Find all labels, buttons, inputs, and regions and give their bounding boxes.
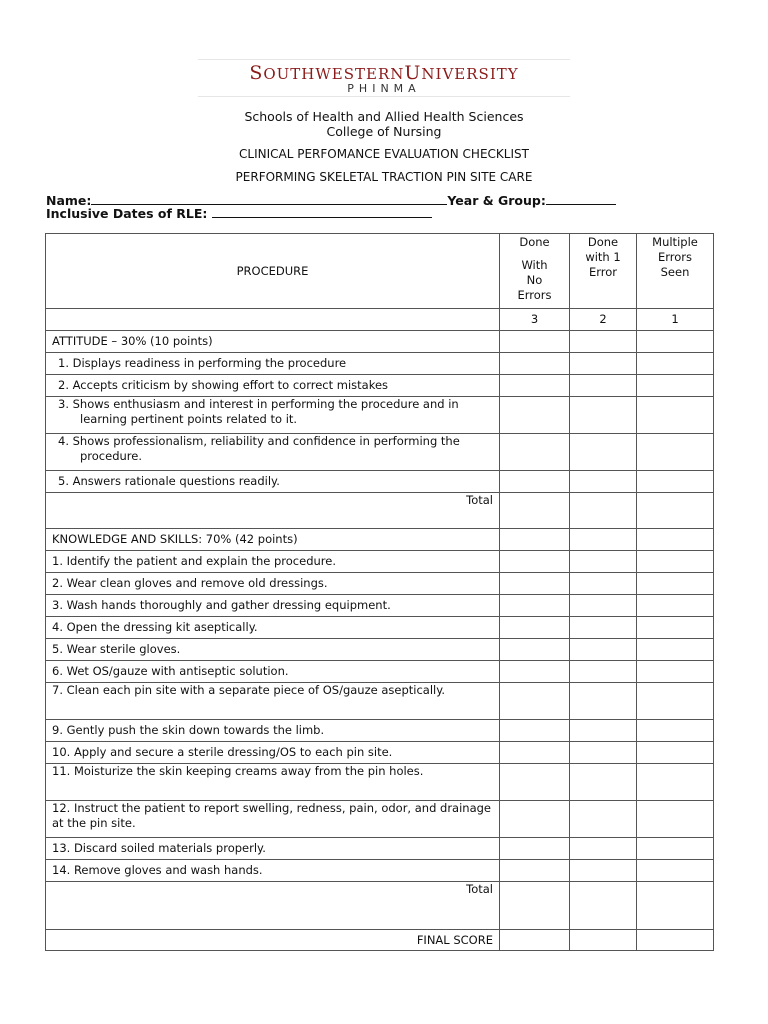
header-row: [46, 234, 714, 309]
year-group-blank[interactable]: [546, 193, 616, 205]
total-row: [46, 882, 714, 930]
knowledge-total-label: Total: [46, 882, 500, 930]
col2-line2: with 1: [585, 250, 621, 264]
college-name: College of Nursing: [326, 124, 442, 139]
university-logo: [198, 59, 570, 97]
table-row: [46, 397, 714, 434]
skill-item: 4. Open the dressing kit aseptically.: [46, 617, 500, 639]
table-row: [46, 434, 714, 471]
procedure-header: PROCEDURE: [46, 234, 500, 309]
col-no-errors-header: [500, 234, 570, 309]
name-blank[interactable]: [91, 193, 447, 205]
table-row: [46, 683, 714, 720]
evaluation-table: [45, 233, 714, 951]
skill-item: 6. Wet OS/gauze with antiseptic solution.: [46, 661, 500, 683]
table-row: [46, 375, 714, 397]
section-row: [46, 529, 714, 551]
col3-line3: Seen: [660, 265, 690, 279]
table-row: [46, 353, 714, 375]
attitude-item: [46, 397, 500, 434]
section-row: [46, 331, 714, 353]
logo-wordmark: SOUTHWESTERNUNIVERSITY: [249, 62, 519, 84]
col1-line2: With: [521, 258, 548, 272]
table-row: [46, 661, 714, 683]
score-row-blank: [46, 309, 500, 331]
skill-item: 9. Gently push the skin down towards the limb.: [46, 720, 500, 742]
score-3: 3: [500, 309, 570, 331]
skill-item: 10. Apply and secure a sterile dressing/OS to each pin site.: [46, 742, 500, 764]
table-row: [46, 764, 714, 801]
checklist-title: CLINICAL PERFOMANCE EVALUATION CHECKLIST: [239, 147, 529, 161]
attitude-item-text: 4. Shows professionalism, reliability and confidence in performing the procedure.: [58, 434, 460, 463]
col2-line1: Done: [587, 235, 619, 249]
attitude-item-text: 3. Shows enthusiasm and interest in performing the procedure and in learning pertinent points related to it.: [58, 397, 459, 426]
knowledge-title: KNOWLEDGE AND SKILLS: 70% (42 points): [46, 529, 500, 551]
final-score-label: FINAL SCORE: [46, 930, 500, 951]
attitude-item: [46, 434, 500, 471]
dates-row: [46, 206, 432, 221]
table-row: [46, 860, 714, 882]
table-row: [46, 720, 714, 742]
col1-line3: No: [526, 273, 543, 287]
skill-item: 3. Wash hands thoroughly and gather dressing equipment.: [46, 595, 500, 617]
table-row: [46, 573, 714, 595]
col1-line4: Errors: [517, 288, 552, 302]
table-row: [46, 838, 714, 860]
table-row: [46, 801, 714, 838]
attitude-total-label: Total: [46, 493, 500, 529]
col-one-error-header: [570, 234, 637, 309]
table-row: [46, 742, 714, 764]
table-row: [46, 551, 714, 573]
col2-line3: Error: [588, 265, 618, 279]
table-row: [46, 595, 714, 617]
logo-subtitle: PHINMA: [347, 82, 421, 95]
logo-part1-rest: OUTHWESTERN: [263, 65, 405, 83]
table-row: [46, 471, 714, 493]
skill-item: 2. Wear clean gloves and remove old dressings.: [46, 573, 500, 595]
col3-line2: Errors: [657, 250, 693, 264]
dates-label: Inclusive Dates of RLE:: [46, 206, 212, 221]
skill-item: 11. Moisturize the skin keeping creams away from the pin holes.: [46, 764, 500, 801]
skill-item: 14. Remove gloves and wash hands.: [46, 860, 500, 882]
skill-item: 13. Discard soiled materials properly.: [46, 838, 500, 860]
score-1: 1: [637, 309, 714, 331]
attitude-item: 2. Accepts criticism by showing effort to correct mistakes: [46, 375, 500, 397]
skill-item: 1. Identify the patient and explain the procedure.: [46, 551, 500, 573]
procedure-title: PERFORMING SKELETAL TRACTION PIN SITE CARE: [235, 170, 533, 184]
col1-line1: Done: [519, 235, 550, 249]
final-score-row: [46, 930, 714, 951]
school-name: Schools of Health and Allied Health Sciences: [244, 109, 524, 124]
col3-line1: Multiple: [652, 235, 698, 249]
attitude-title: ATTITUDE – 30% (10 points): [46, 331, 500, 353]
skill-item: 7. Clean each pin site with a separate piece of OS/gauze aseptically.: [46, 683, 500, 720]
col-multiple-errors-header: [637, 234, 714, 309]
score-row: [46, 309, 714, 331]
score-2: 2: [570, 309, 637, 331]
logo-part2-rest: NIVERSITY: [421, 65, 519, 83]
skill-item: 12. Instruct the patient to report swelling, redness, pain, odor, and drainage at the pin site.: [46, 801, 500, 838]
skill-item: 5. Wear sterile gloves.: [46, 639, 500, 661]
table-row: [46, 617, 714, 639]
year-group-label: Year & Group:: [447, 193, 546, 208]
total-row: [46, 493, 714, 529]
table-row: [46, 639, 714, 661]
name-label: Name:: [46, 193, 92, 208]
attitude-item: 1. Displays readiness in performing the procedure: [46, 353, 500, 375]
dates-blank[interactable]: [212, 206, 432, 218]
attitude-item: 5. Answers rationale questions readily.: [46, 471, 500, 493]
